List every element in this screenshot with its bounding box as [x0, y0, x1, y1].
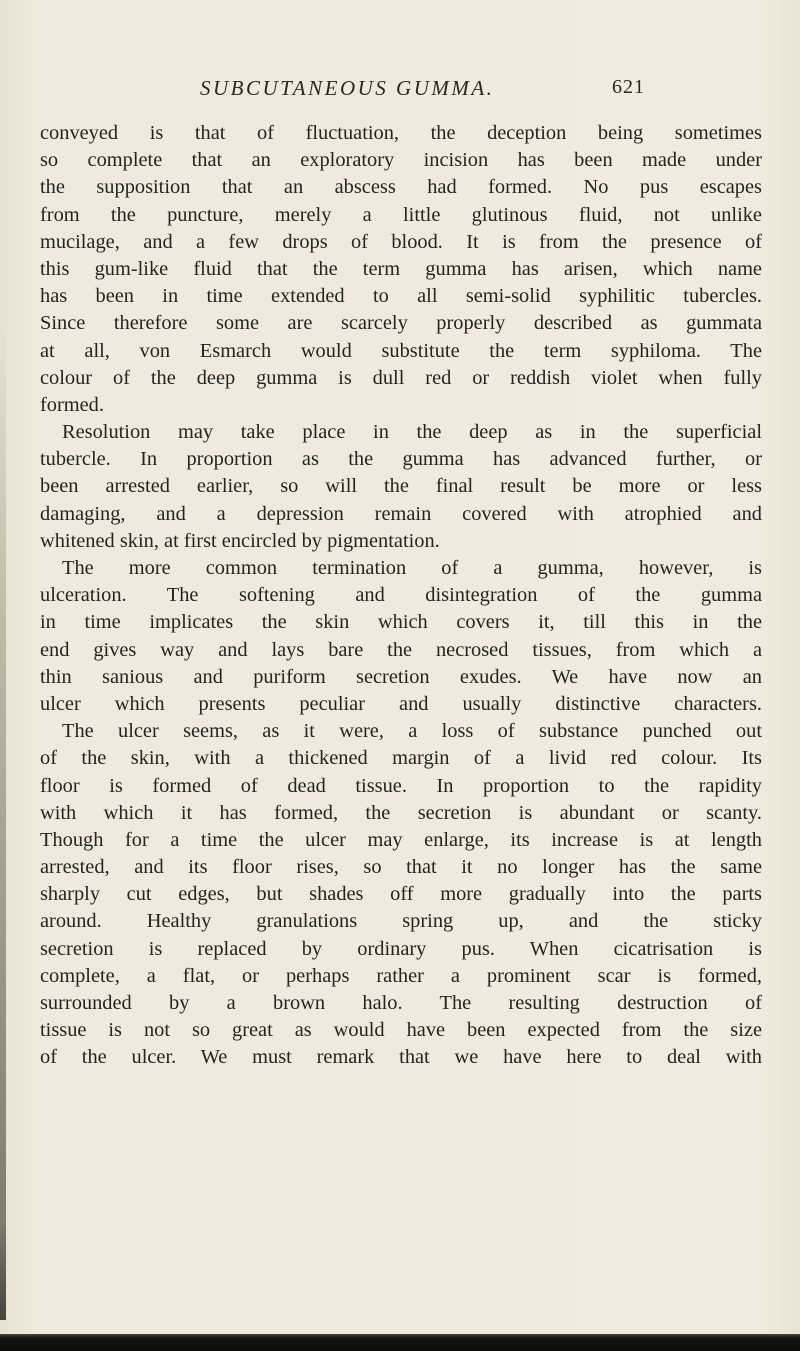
text-line: formed. — [40, 393, 104, 416]
text-line: damaging, and a depression remain covered with atrophied and — [40, 502, 762, 525]
text-line: this gum-like fluid that the term gumma has arisen, which name — [40, 257, 762, 280]
text-line: ulceration. The softening and disintegration of the gumma — [40, 584, 762, 607]
text-line: secretion is replaced by ordinary pus. When cicatrisation is — [40, 937, 762, 960]
text-line: conveyed is that of fluctuation, the deception being sometimes — [40, 122, 762, 144]
text-line: surrounded by a brown halo. The resulting destruction of — [40, 992, 762, 1014]
page-header — [0, 76, 800, 106]
text-line: from the puncture, merely a little glutinous fluid, not unlike — [40, 203, 762, 226]
text-line: Since therefore some are scarcely properly described as gummata — [40, 312, 762, 335]
text-line: of the ulcer. We must remark that we have here to deal with — [40, 1046, 762, 1069]
text-line: with which it has formed, the secretion is abundant or scanty. — [40, 801, 762, 824]
text-line: whitened skin, at first encircled by pigmentation. — [40, 529, 440, 552]
text-line: around. Healthy granulations spring up, and the sticky — [40, 910, 762, 933]
text-line: floor is formed of dead tissue. In proportion to the rapidity — [40, 774, 762, 797]
text-line: been arrested earlier, so will the final result be more or less — [40, 475, 762, 498]
text-line: of the skin, with a thickened margin of a livid red colour. Its — [40, 747, 762, 770]
running-title: SUBCUTANEOUS GUMMA. — [200, 76, 495, 100]
text-line: so complete that an exploratory incision has been made under — [40, 149, 762, 172]
text-line: the supposition that an abscess had formed. No pus escapes — [40, 176, 762, 199]
text-line: has been in time extended to all semi-solid syphilitic tubercles. — [40, 285, 762, 308]
page-edge-shadow — [0, 320, 6, 1320]
text-line: end gives way and lays bare the necrosed tissues, from which a — [40, 638, 762, 661]
text-line: at all, von Esmarch would substitute the term syphiloma. The — [40, 339, 762, 362]
text-line: The more common termination of a gumma, however, is — [62, 557, 762, 579]
body-text — [40, 120, 762, 1072]
text-line: arrested, and its floor rises, so that it no longer has the same — [40, 856, 762, 879]
text-line: colour of the deep gumma is dull red or reddish violet when fully — [40, 366, 762, 389]
bottom-edge-shadow — [0, 1334, 800, 1351]
text-line: Though for a time the ulcer may enlarge, its increase is at length — [40, 828, 762, 851]
text-line: tubercle. In proportion as the gumma has advanced further, or — [40, 448, 762, 471]
text-line: mucilage, and a few drops of blood. It is from the presence of — [40, 230, 762, 253]
text-line: sharply cut edges, but shades off more gradually into the parts — [40, 883, 762, 906]
text-line: Resolution may take place in the deep as in the superficial — [62, 421, 762, 444]
text-line: in time implicates the skin which covers it, till this in the — [40, 611, 762, 634]
text-line: The ulcer seems, as it were, a loss of substance punched out — [62, 720, 762, 743]
page-number: 621 — [612, 76, 645, 98]
text-line: ulcer which presents peculiar and usually distinctive characters. — [40, 692, 762, 715]
text-line: tissue is not so great as would have been expected from the size — [40, 1019, 762, 1042]
text-line: complete, a flat, or perhaps rather a prominent scar is formed, — [40, 964, 762, 987]
text-line: thin sanious and puriform secretion exudes. We have now an — [40, 665, 762, 688]
